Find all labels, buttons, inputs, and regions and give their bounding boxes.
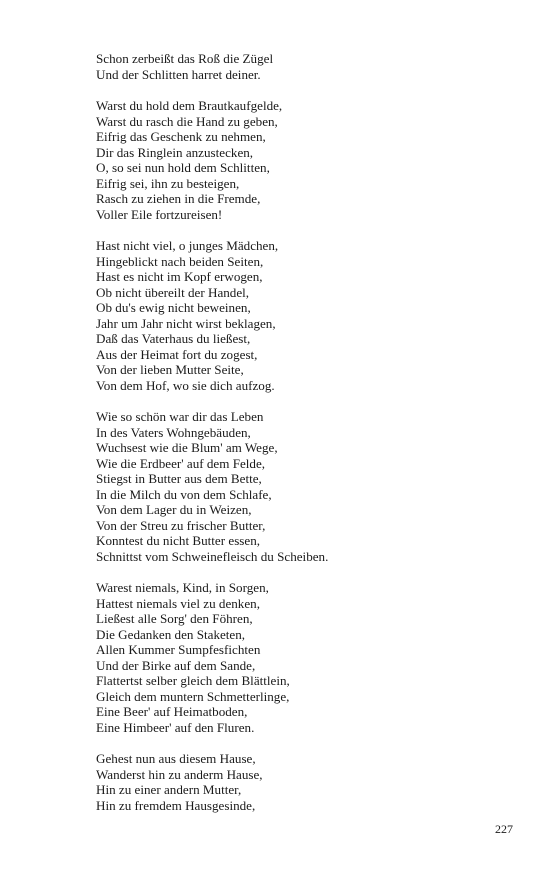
stanza [96, 98, 516, 222]
verse-line: Konntest du nicht Butter essen, [96, 533, 261, 548]
verse-line: Hattest niemals viel zu denken, [96, 595, 260, 611]
verse-line: In die Milch du von dem Schlafe, [96, 486, 272, 502]
verse-line: Schnittst vom Schweinefleisch du Scheiben. [96, 548, 329, 564]
verse-line: Von der Streu zu frischer Butter, [96, 517, 266, 533]
verse-line: Wie so schön war dir das Leben [96, 409, 264, 424]
verse-line: Warst du rasch die Hand zu geben, [96, 113, 278, 129]
verse-line: Ob nicht übereilt der Handel, [96, 284, 250, 300]
verse-line: Schon zerbeißt das Roß die Zügel [96, 51, 274, 66]
verse-line: Gleich dem muntern Schmetterlinge, [96, 688, 290, 704]
verse-line: Wanderst hin zu anderm Hause, [96, 766, 263, 782]
verse-line: Rasch zu ziehen in die Fremde, [96, 191, 261, 206]
verse-line: Warst du hold dem Brautkaufgelde, [96, 98, 283, 113]
verse-line: Die Gedanken den Staketen, [96, 626, 246, 642]
verse-line: Und der Birke auf dem Sande, [96, 657, 256, 673]
verse-line: Stiegst in Butter aus dem Bette, [96, 471, 262, 486]
stanza [96, 580, 516, 735]
verse-line: Dir das Ringlein anzustecken, [96, 144, 254, 160]
verse-line: Aus der Heimat fort du zogest, [96, 346, 258, 362]
verse-line: Eine Beer' auf Heimatboden, [96, 704, 248, 719]
verse-line: Gehest nun aus diesem Hause, [96, 751, 256, 766]
verse-line: Voller Eile fortzureisen! [96, 206, 223, 222]
page-number: 227 [495, 822, 513, 836]
verse-line: Hingeblickt nach beiden Seiten, [96, 253, 264, 269]
stanza [96, 409, 516, 564]
verse-line: Allen Kummer Sumpfesfichten [96, 642, 261, 657]
poem-body [96, 51, 516, 829]
verse-line: In des Vaters Wohngebäuden, [96, 424, 251, 440]
verse-line: Wie die Erdbeer' auf dem Felde, [96, 455, 266, 471]
verse-line: Eifrig das Geschenk zu nehmen, [96, 129, 266, 144]
verse-line: Hin zu einer andern Mutter, [96, 782, 242, 797]
stanza [96, 238, 516, 393]
verse-line: Jahr um Jahr nicht wirst beklagen, [96, 315, 276, 331]
verse-line: Ob du's ewig nicht beweinen, [96, 300, 251, 315]
verse-line: Flattertst selber gleich dem Blättlein, [96, 673, 290, 688]
verse-line: Von der lieben Mutter Seite, [96, 362, 244, 377]
verse-line: Ließest alle Sorg' den Föhren, [96, 611, 253, 626]
verse-line: Hast nicht viel, o junges Mädchen, [96, 238, 279, 253]
verse-line: Hin zu fremdem Hausgesinde, [96, 797, 256, 813]
verse-line: Und der Schlitten harret deiner. [96, 66, 261, 82]
verse-line: O, so sei nun hold dem Schlitten, [96, 160, 270, 175]
verse-line: Daß das Vaterhaus du ließest, [96, 331, 251, 346]
verse-line: Eine Himbeer' auf den Fluren. [96, 719, 255, 735]
verse-line: Von dem Hof, wo sie dich aufzog. [96, 377, 275, 393]
verse-line: Wuchsest wie die Blum' am Wege, [96, 440, 278, 455]
verse-line: Warest niemals, Kind, in Sorgen, [96, 580, 269, 595]
verse-line: Von dem Lager du in Weizen, [96, 502, 252, 517]
verse-line: Hast es nicht im Kopf erwogen, [96, 269, 263, 284]
stanza [96, 751, 516, 813]
stanza [96, 51, 516, 82]
verse-line: Eifrig sei, ihn zu besteigen, [96, 175, 240, 191]
